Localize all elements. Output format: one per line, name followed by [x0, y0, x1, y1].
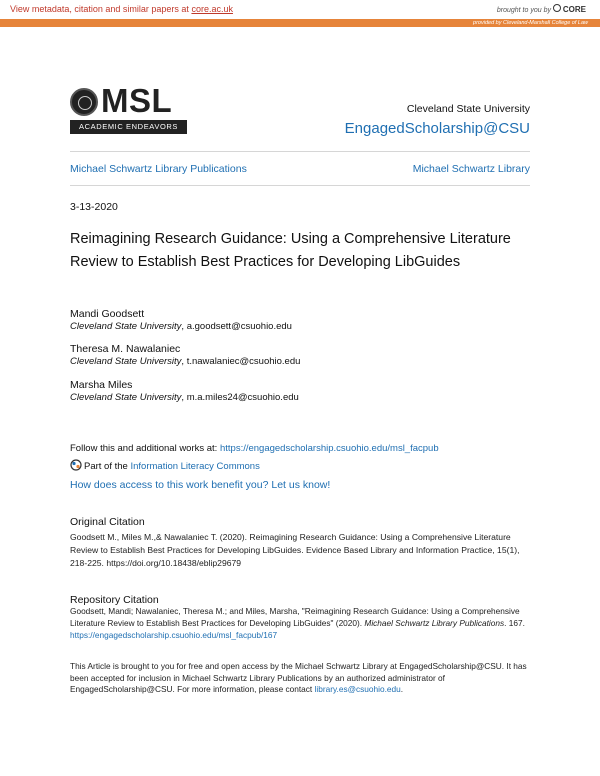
access-notice-text: This Article is brought to you for free and open access by the Michael Schwartz Library at EngagedScholarship@CSU. It has been accepted for inclusion in Michael Schwartz Library Publications by an authorized administrator of EngagedScholarship@CSU. For more information, please contact [70, 661, 527, 695]
author-name: Marsha Miles [70, 379, 133, 391]
divider-bottom [70, 185, 530, 186]
divider-top [70, 151, 530, 152]
brought-by-text: brought to you by [496, 7, 551, 14]
repository-citation-text [70, 605, 530, 641]
msl-logo[interactable] [70, 84, 188, 136]
feedback-link[interactable]: How does access to this work benefit you? Let us know! [70, 479, 331, 491]
original-citation-heading: Original Citation [70, 516, 145, 528]
access-notice [70, 661, 530, 696]
author-name: Mandi Goodsett [70, 308, 145, 320]
author-email[interactable]: t.nawalaniec@csuohio.edu [186, 356, 301, 367]
part-of-prefix: Part of the [84, 461, 131, 472]
author-name: Theresa M. Nawalaniec [70, 343, 181, 355]
follow-prefix: Follow this and additional works at: [70, 443, 220, 454]
author-institution: Cleveland State University [70, 392, 182, 403]
author-affiliation: Cleveland State University, a.goodsett@csuohio.edu [70, 321, 292, 332]
brought-by [497, 4, 586, 14]
core-link[interactable]: core.ac.uk [191, 4, 233, 14]
msl-logo-text: MSL [101, 82, 173, 119]
core-top-bar [0, 0, 600, 20]
original-citation-text: Goodsett M., Miles M.,& Nawalaniec T. (2020). Reimagining Research Guidance: Using a Comprehensive Literature Review to Establish Best Practices for Developing LibGuides. Evidence Based Library and Information Practice, 15(1), 218-225. https://doi.org/10.18438/eblip29679 [70, 532, 520, 568]
author-affiliation: Cleveland State University, t.nawalaniec@csuohio.edu [70, 356, 301, 367]
csu-seal-icon [70, 88, 98, 116]
follow-line [70, 443, 439, 454]
author-institution: Cleveland State University [70, 321, 182, 332]
repository-link[interactable]: EngagedScholarship@CSU [344, 120, 530, 137]
provider-bar [0, 19, 600, 27]
follow-link[interactable]: https://engagedscholarship.csuohio.edu/msl_facpub [219, 443, 439, 454]
university-name: Cleveland State University [406, 103, 530, 115]
metadata-prefix: View metadata, citation and similar papers at [10, 4, 192, 14]
provided-by[interactable]: provided by Cleveland-Marshall College of Law [473, 20, 588, 26]
repository-citation-series: Michael Schwartz Library Publications [364, 618, 505, 628]
part-of-line [70, 459, 260, 472]
author-email[interactable]: m.a.miles24@csuohio.edu [186, 392, 299, 403]
metadata-link[interactable] [10, 4, 233, 14]
paper-title: Reimagining Research Guidance: Using a Comprehensive Literature Review to Establish Best Practices for Developing LibGuides [70, 231, 511, 270]
repository-citation-link[interactable]: https://engagedscholarship.csuohio.edu/msl_facpub/167 [70, 630, 278, 640]
author-affiliation: Cleveland State University, m.a.miles24@csuohio.edu [70, 392, 299, 403]
discipline-link[interactable]: Information Literacy Commons [130, 461, 260, 472]
access-notice-end: . [400, 684, 404, 695]
core-logo-icon [553, 4, 561, 12]
author-email[interactable]: a.goodsett@csuohio.edu [186, 321, 292, 332]
repository-citation-body: Goodsett, Mandi; Nawalaniec, Theresa M.; and Miles, Marsha, "Reimagining Research Guidance: Using a Comprehensive Literature Review to Establish Best Practices for Developing LibGuides" (2020). [70, 606, 520, 628]
author-institution: Cleveland State University [70, 356, 182, 367]
collection-link[interactable]: Michael Schwartz Library Publications [70, 163, 247, 175]
repository-citation-heading: Repository Citation [70, 594, 159, 606]
core-brand[interactable]: CORE [562, 5, 586, 14]
library-link[interactable]: Michael Schwartz Library [412, 163, 530, 175]
repository-citation-number: . 167. [504, 618, 525, 628]
publication-date: 3-13-2020 [70, 201, 118, 213]
creative-commons-network-icon [70, 459, 82, 471]
msl-logo-tagline: ACADEMIC ENDEAVORS [70, 120, 187, 134]
contact-email-link[interactable]: library.es@csuohio.edu [314, 684, 401, 695]
